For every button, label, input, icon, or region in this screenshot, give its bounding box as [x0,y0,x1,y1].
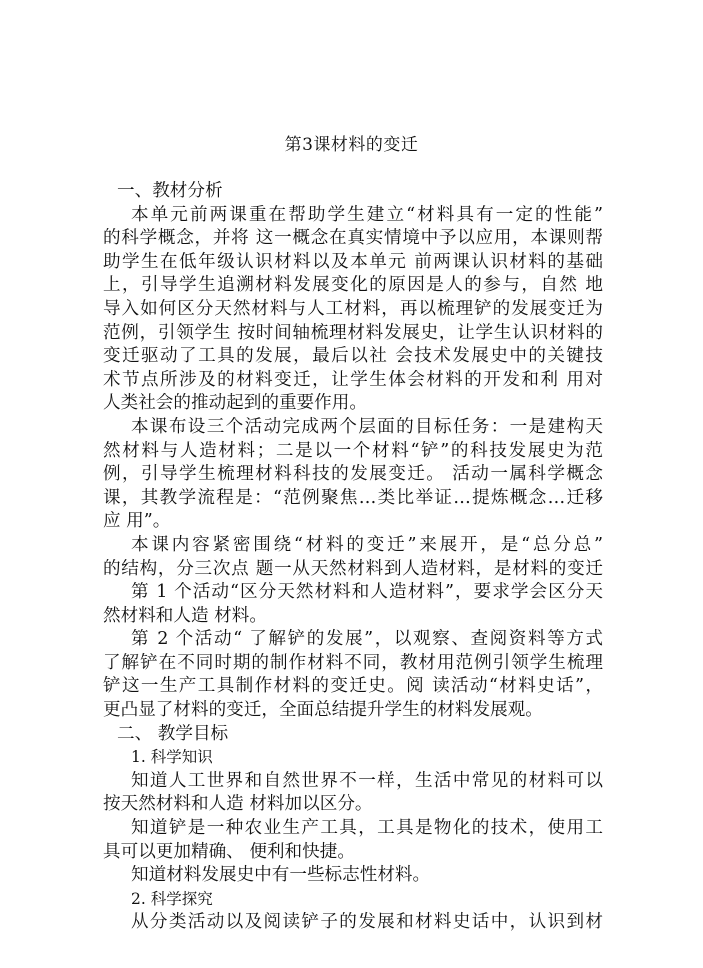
paragraph-line: 更凸显了材料的变迁，全面总结提升学生的材料发展观。 [103,700,543,721]
paragraph-line: 从分类活动以及阅读铲子的发展和材料史话中，认识到材 [131,912,603,933]
section-heading: 二、 教学目标 [117,723,229,744]
paragraph-line: 本课布设三个活动完成两个层面的目标任务：一是建构天 [131,416,603,437]
paragraph-line: 的科学概念，并将 这一概念在真实情境中予以应用，本课则帮 [103,228,603,249]
paragraph-line: 课，其教学流程是：“范例聚焦…类比举证…提炼概念…迁移 [103,487,603,508]
paragraph-line: 然材料与人造材料；二是以一个材料“铲”的科技发展史为范 [103,440,603,461]
paragraph-line: 本单元前两课重在帮助学生建立“材料具有一定的性能” [131,204,603,225]
paragraph-line: 第 2 个活动“ 了解铲的发展”，以观察、查阅资料等方式 [131,629,603,650]
paragraph-line: 按天然材料和人造 材料加以区分。 [103,794,373,815]
paragraph-line: 本课内容紧密围绕“材料的变迁”来展开，是“总分总” [131,534,603,555]
paragraph-line: 术节点所涉及的材料变迁，让学生体会材料的开发和利 用对 [103,369,603,390]
paragraph-line: 助学生在低年级认识材料以及本单元 前两课认识材料的基础 [103,251,603,272]
paragraph-line: 具可以更加精确、 便利和快捷。 [103,841,355,862]
paragraph-line: 上，引导学生追溯材料发展变化的原因是人的参与，自然 地 [103,275,603,296]
document-body [103,180,603,935]
paragraph-line: 知道材料发展史中有一些标志性材料。 [131,865,431,886]
paragraph-line: 导入如何区分天然材料与人工材料，再以梳理铲的发展变迁为 [103,298,603,319]
section-heading: 一、教材分析 [117,181,223,201]
paragraph-line: 铲这一生产工具制作材料的变迁史。阅 读活动“材料史话”， [103,676,603,697]
paragraph-line: 的结构，分三次点 题一从天然材料到人造材料，是材料的变迁 [103,558,603,579]
paragraph-line: 应 用”。 [103,511,171,532]
paragraph-line: 例，引导学生梳理材料科技的发展变迁。 活动一属科学概念 [103,464,603,485]
paragraph-line: 范例，引领学生 按时间轴梳理材料发展史，让学生认识材料的 [103,322,603,343]
paragraph-line: 然材料和人造 材料。 [103,605,267,626]
paragraph-line: 变迁驱动了工具的发展，最后以社 会技术发展史中的关键技 [103,346,603,367]
paragraph-line: 知道人工世界和自然世界不一样，生活中常见的材料可以 [131,770,603,791]
page-title: 第3课材料的变迁 [284,135,419,155]
subsection-heading: 2. 科学探究 [131,889,213,908]
paragraph-line: 了解铲在不同时期的制作材料不同，教材用范例引领学生梳理 [103,652,603,673]
paragraph-line: 知道铲是一种农业生产工具，工具是物化的技术，使用工 [131,818,603,839]
paragraph-line: 第 1 个活动“区分天然材料和人造材料”，要求学会区分天 [131,582,603,603]
paragraph-line: 人类社会的推动起到的重要作用。 [103,393,367,414]
subsection-heading: 1. 科学知识 [131,748,213,767]
